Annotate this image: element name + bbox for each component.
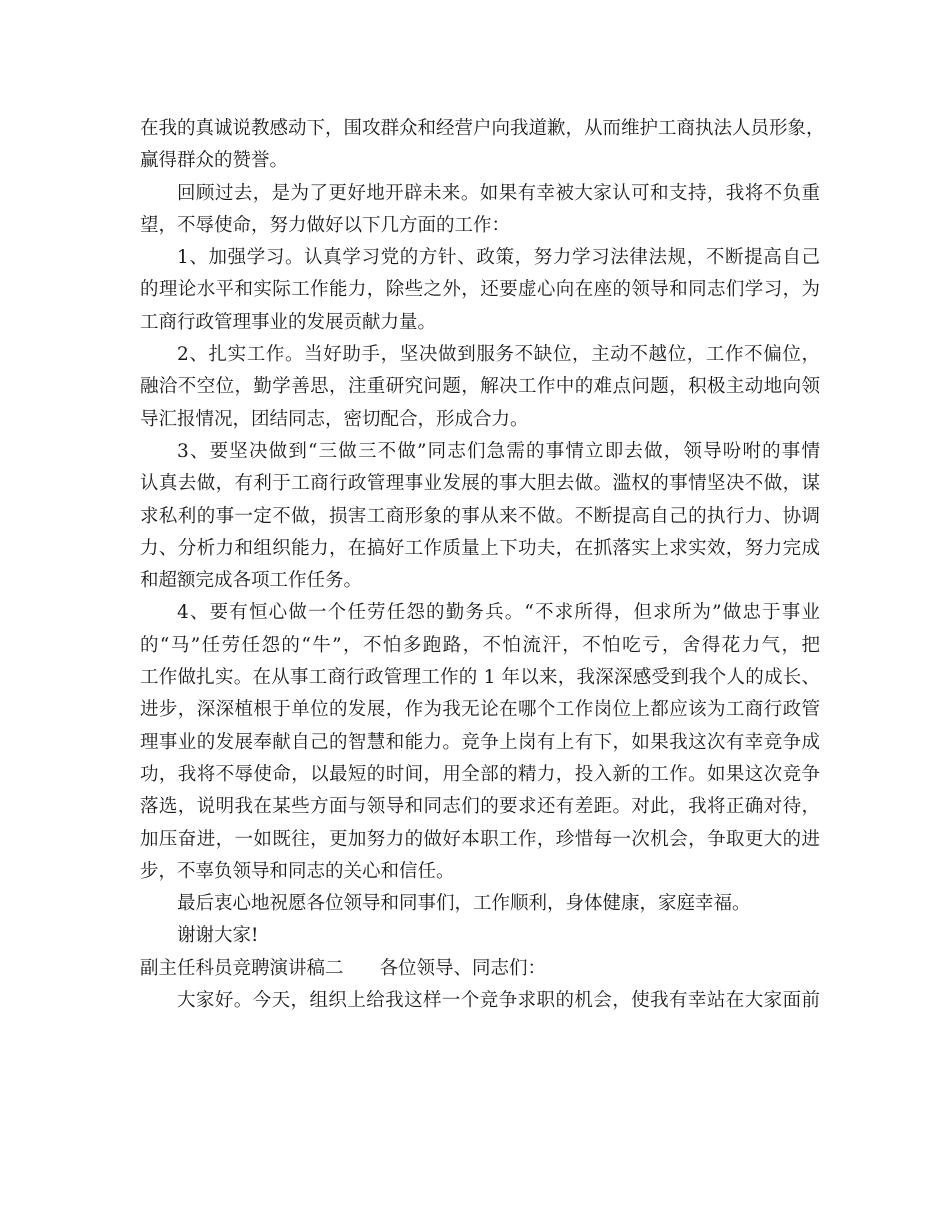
- paragraph-line: 最后衷心地祝愿各位领导和同事们，工作顺利，身体健康，家庭幸福。: [177, 893, 751, 915]
- paragraph-line: 2、扎实工作。当好助手，坚决做到服务不缺位，主动不越位，工作不偏位，: [177, 344, 820, 366]
- paragraph-line: 大家好。今天，组织上给我这样一个竞争求职的机会，使我有幸站在大家面前: [177, 990, 820, 1012]
- paragraph-line: 落选，说明我在某些方面与领导和同志们的要求还有差距。对此，我将正确对待，: [140, 796, 820, 818]
- document-body: [140, 113, 825, 953]
- paragraph-line: 理事业的发展奉献自己的智慧和能力。竞争上岗有上有下，如果我这次有幸竞争成: [140, 731, 820, 753]
- paragraph-line: 步，不辜负领导和同志的关心和信任。: [140, 860, 455, 882]
- paragraph-line: 融洽不空位，勤学善思，注重研究问题，解决工作中的难点问题，积极主动地向领: [140, 376, 820, 398]
- paragraph-line: 谢谢大家!: [177, 925, 259, 947]
- paragraph-line: 工商行政管理事业的发展贡献力量。: [140, 311, 437, 333]
- paragraph-line: 认真去做，有利于工商行政管理事业发展的事大胆去做。滥权的事情坚决不做，谋: [140, 473, 820, 495]
- paragraph-line: 4、要有恒心做一个任劳任怨的勤务兵。“不求所得，但求所为”做忠于事业: [177, 602, 820, 624]
- paragraph-line: 的“马”任劳任怨的“牛”，不怕多跑路，不怕流汗，不怕吃亏，舍得花力气，把: [140, 634, 820, 656]
- paragraph-line: 力、分析力和组织能力，在搞好工作质量上下功夫，在抓落实上求实效，努力完成: [140, 537, 820, 559]
- paragraph-line: 的理论水平和实际工作能力，除些之外，还要虚心向在座的领导和同志们学习，为: [140, 279, 820, 301]
- paragraph-line: 和超额完成各项工作任务。: [140, 570, 363, 592]
- paragraph-line: 功，我将不辱使命，以最短的时间，用全部的精力，投入新的工作。如果这次竞争: [140, 763, 820, 785]
- paragraph-line: 3、要坚决做到“三做三不做”同志们急需的事情立即去做，领导吩咐的事情: [177, 440, 820, 462]
- paragraph-line: 进步，深深植根于单位的发展，作为我无论在哪个工作岗位上都应该为工商行政管: [140, 699, 820, 721]
- paragraph-line: 回顾过去，是为了更好地开辟未来。如果有幸被大家认可和支持，我将不负重: [177, 182, 820, 204]
- paragraph-line: 在我的真诚说教感动下，围攻群众和经营户向我道歉，从而维护工商执法人员形象，: [140, 118, 825, 139]
- speech-salutation: 各位领导、同志们：: [379, 957, 547, 979]
- document-page: [140, 113, 825, 1017]
- paragraph-line: 望，不辱使命，努力做好以下几方面的工作：: [140, 214, 511, 236]
- paragraph-line: 1、加强学习。认真学习党的方针、政策，努力学习法律法规，不断提高自己: [177, 247, 820, 269]
- paragraph-line: 赢得群众的赞誉。: [140, 150, 289, 172]
- paragraph-line: 工作做扎实。在从事工商行政管理工作的 1 年以来，我深深感受到我个人的成长、: [140, 667, 820, 689]
- paragraph-line: 导汇报情况，团结同志，密切配合，形成合力。: [140, 408, 529, 430]
- paragraph-line: 求私利的事一定不做，损害工商形象的事从来不做。不断提高自己的执行力、协调: [140, 505, 820, 527]
- speech-title: 副主任科员竞聘演讲稿二: [140, 957, 344, 979]
- paragraph-line: 加压奋进，一如既往，更加努力的做好本职工作，珍惜每一次机会，争取更大的进: [140, 828, 820, 850]
- speech-heading-line: [140, 953, 820, 985]
